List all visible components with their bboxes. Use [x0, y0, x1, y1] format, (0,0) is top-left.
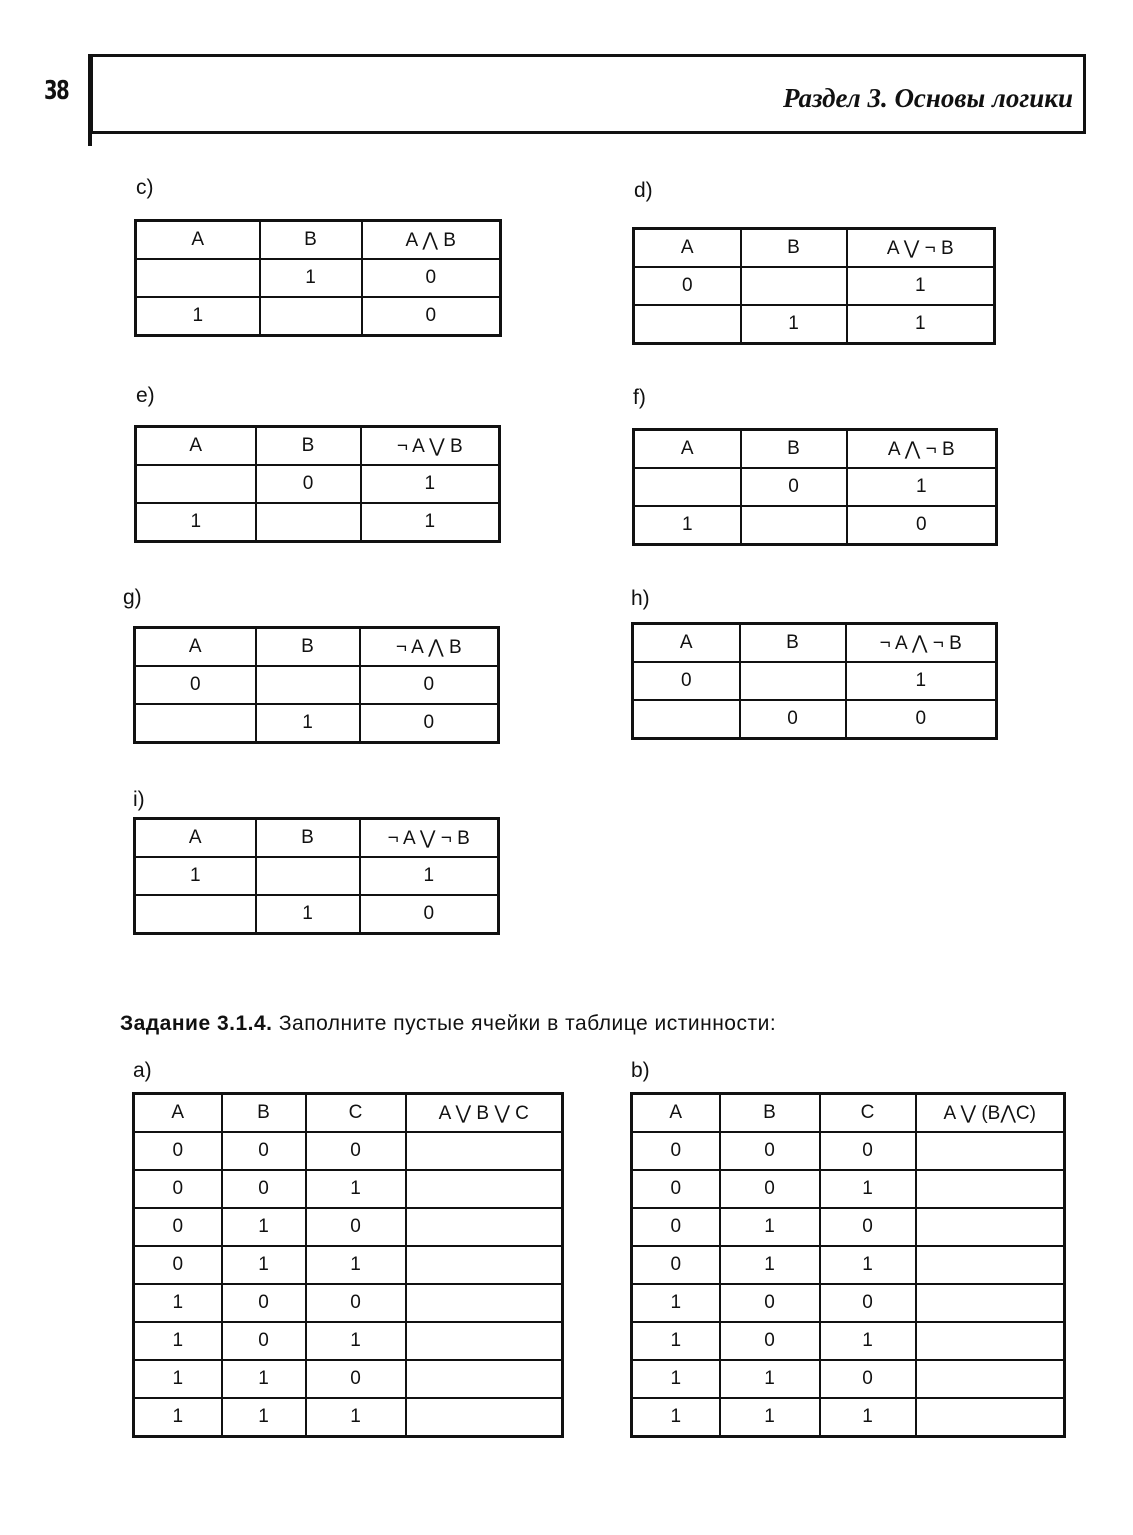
table-row	[632, 1170, 1065, 1208]
table-cell: 0	[306, 1132, 406, 1170]
answer-cell[interactable]	[916, 1132, 1065, 1170]
table-cell[interactable]	[634, 305, 741, 344]
table-cell: 0	[632, 1208, 720, 1246]
header-cell: A	[135, 628, 256, 667]
table-cell: 1	[134, 1360, 222, 1398]
table-cell: 0	[360, 704, 499, 743]
header-cell: A	[634, 430, 741, 469]
task-heading	[120, 1012, 776, 1036]
header-cell: ¬ A ⋁ ¬ B	[360, 819, 499, 858]
table-row	[632, 1360, 1065, 1398]
table-cell[interactable]: 0	[741, 468, 847, 506]
table-cell: 0	[134, 1170, 222, 1208]
table-cell: 1	[306, 1170, 406, 1208]
header-cell: C	[820, 1094, 916, 1133]
table-header-row	[135, 819, 499, 858]
header-cell: A ⋁ (B⋀C)	[916, 1094, 1065, 1133]
table-cell: 1	[222, 1398, 306, 1437]
table-cell: 0	[306, 1284, 406, 1322]
header-cell: ¬ A ⋀ B	[360, 628, 499, 667]
table-row	[134, 1132, 563, 1170]
section-title: Раздел 3. Основы логики	[782, 83, 1073, 113]
table-cell: 1	[134, 1322, 222, 1360]
table-row	[634, 267, 995, 305]
table-cell[interactable]	[256, 857, 360, 895]
answer-cell[interactable]	[916, 1208, 1065, 1246]
header-cell: ¬ A ⋀ ¬ B	[846, 624, 997, 663]
table-cell: 0	[362, 259, 501, 297]
task-text: Заполните пустые ячейки в таблице истинности:	[278, 1012, 777, 1035]
table-cell[interactable]	[136, 465, 256, 503]
table-row	[634, 506, 997, 545]
table-cell: 0	[134, 1246, 222, 1284]
table-cell[interactable]: 1	[741, 305, 847, 344]
table-cell: 0	[222, 1322, 306, 1360]
table-cell[interactable]: 1	[136, 503, 256, 542]
table-cell: 0	[306, 1208, 406, 1246]
answer-cell[interactable]	[406, 1398, 563, 1437]
table-b-label: b)	[631, 1059, 650, 1082]
table-cell: 0	[360, 895, 499, 934]
table-cell: 0	[632, 1246, 720, 1284]
header-cell: B	[740, 624, 846, 663]
truth-table-g	[133, 626, 500, 744]
table-cell[interactable]: 0	[634, 267, 741, 305]
table-cell: 0	[820, 1132, 916, 1170]
table-f-label: f)	[633, 386, 646, 409]
table-cell: 1	[361, 503, 500, 542]
table-row	[134, 1398, 563, 1437]
table-cell: 1	[720, 1246, 820, 1284]
table-cell: 0	[360, 666, 499, 704]
answer-cell[interactable]	[916, 1360, 1065, 1398]
table-row	[135, 704, 499, 743]
table-cell: 1	[222, 1360, 306, 1398]
table-cell: 1	[820, 1246, 916, 1284]
table-cell: 1	[361, 465, 500, 503]
table-a-label: a)	[133, 1059, 152, 1082]
table-cell: 1	[306, 1322, 406, 1360]
table-cell: 1	[847, 267, 995, 305]
table-cell: 0	[720, 1132, 820, 1170]
answer-cell[interactable]	[406, 1246, 563, 1284]
table-cell: 0	[362, 297, 501, 336]
table-cell: 1	[360, 857, 499, 895]
table-cell: 1	[306, 1398, 406, 1437]
table-cell[interactable]: 0	[633, 662, 740, 700]
table-row	[136, 297, 501, 336]
truth-table-e	[134, 425, 501, 543]
table-cell[interactable]	[633, 700, 740, 739]
table-cell[interactable]	[741, 267, 847, 305]
table-row	[632, 1284, 1065, 1322]
header-cell: A ⋀ ¬ B	[847, 430, 997, 469]
table-header-row	[632, 1094, 1065, 1133]
answer-cell[interactable]	[916, 1246, 1065, 1284]
table-cell: 1	[632, 1360, 720, 1398]
table-cell: 0	[846, 700, 997, 739]
header-cell: B	[260, 221, 362, 260]
header-cell: A	[136, 427, 256, 466]
table-cell: 1	[222, 1246, 306, 1284]
table-cell: 0	[134, 1132, 222, 1170]
answer-cell[interactable]	[406, 1132, 563, 1170]
task-number: Задание 3.1.4.	[120, 1012, 273, 1035]
answer-cell[interactable]	[406, 1208, 563, 1246]
table-cell[interactable]: 1	[256, 895, 360, 934]
table-d-label: d)	[634, 179, 653, 202]
table-header-row	[135, 628, 499, 667]
table-cell: 0	[222, 1284, 306, 1322]
table-cell: 0	[222, 1170, 306, 1208]
truth-table-a	[132, 1092, 564, 1438]
table-cell: 0	[820, 1284, 916, 1322]
table-row	[134, 1170, 563, 1208]
table-cell: 0	[820, 1360, 916, 1398]
table-cell: 0	[847, 506, 997, 545]
table-row	[134, 1208, 563, 1246]
header-cell: A ⋁ ¬ B	[847, 229, 995, 268]
table-cell[interactable]: 0	[135, 666, 256, 704]
table-row	[136, 259, 501, 297]
table-row	[632, 1208, 1065, 1246]
answer-cell[interactable]	[406, 1322, 563, 1360]
table-cell[interactable]: 1	[260, 259, 362, 297]
header-cell: ¬ A ⋁ B	[361, 427, 500, 466]
table-cell: 1	[820, 1398, 916, 1437]
table-row	[632, 1246, 1065, 1284]
header-cell: B	[720, 1094, 820, 1133]
truth-table-d	[632, 227, 996, 345]
table-cell: 1	[134, 1284, 222, 1322]
table-header-row	[136, 221, 501, 260]
table-cell[interactable]: 0	[740, 700, 846, 739]
header-cell: C	[306, 1094, 406, 1133]
truth-table-b	[630, 1092, 1066, 1438]
truth-table-i	[133, 817, 500, 935]
table-cell: 0	[720, 1322, 820, 1360]
table-cell: 1	[632, 1284, 720, 1322]
table-cell[interactable]	[136, 259, 260, 297]
table-cell: 1	[820, 1322, 916, 1360]
answer-cell[interactable]	[916, 1170, 1065, 1208]
table-g-label: g)	[123, 586, 142, 609]
truth-table-h	[631, 622, 998, 740]
table-cell: 1	[820, 1170, 916, 1208]
header-cell: B	[222, 1094, 306, 1133]
table-row	[134, 1322, 563, 1360]
table-cell: 0	[720, 1170, 820, 1208]
table-cell[interactable]	[135, 895, 256, 934]
truth-table-f	[632, 428, 998, 546]
section-header	[88, 54, 1086, 134]
table-cell: 1	[720, 1360, 820, 1398]
table-row	[634, 305, 995, 344]
table-c-label: c)	[136, 176, 154, 199]
table-cell: 0	[306, 1360, 406, 1398]
table-i-label: i)	[133, 788, 145, 811]
header-cell: A	[135, 819, 256, 858]
header-cell: A ⋁ B ⋁ C	[406, 1094, 563, 1133]
header-cell: A	[134, 1094, 222, 1133]
answer-cell[interactable]	[916, 1398, 1065, 1437]
header-cell: A	[633, 624, 740, 663]
table-cell: 1	[847, 305, 995, 344]
table-cell: 1	[720, 1208, 820, 1246]
table-header-row	[134, 1094, 563, 1133]
table-cell: 0	[820, 1208, 916, 1246]
table-row	[632, 1398, 1065, 1437]
header-cell: B	[741, 430, 847, 469]
table-cell[interactable]: 0	[256, 465, 361, 503]
table-row	[135, 666, 499, 704]
table-header-row	[136, 427, 500, 466]
table-row	[135, 857, 499, 895]
header-divider	[88, 128, 92, 146]
table-cell[interactable]: 1	[634, 506, 741, 545]
table-row	[633, 700, 997, 739]
table-cell: 1	[222, 1208, 306, 1246]
header-cell: A	[632, 1094, 720, 1133]
table-e-label: e)	[136, 384, 155, 407]
table-cell[interactable]	[634, 468, 741, 506]
table-cell: 1	[847, 468, 997, 506]
table-row	[632, 1322, 1065, 1360]
table-header-row	[634, 430, 997, 469]
table-cell[interactable]: 1	[136, 297, 260, 336]
page-number: 38	[44, 76, 69, 106]
answer-cell[interactable]	[916, 1322, 1065, 1360]
table-row	[634, 468, 997, 506]
header-cell: A	[136, 221, 260, 260]
table-cell[interactable]: 1	[135, 857, 256, 895]
table-cell: 0	[720, 1284, 820, 1322]
table-cell: 1	[632, 1322, 720, 1360]
header-cell: A ⋀ B	[362, 221, 501, 260]
table-header-row	[633, 624, 997, 663]
answer-cell[interactable]	[406, 1360, 563, 1398]
header-cell: A	[634, 229, 741, 268]
table-cell: 0	[632, 1170, 720, 1208]
table-cell[interactable]	[256, 503, 361, 542]
table-cell[interactable]	[740, 662, 846, 700]
header-cell: B	[256, 819, 360, 858]
table-header-row	[634, 229, 995, 268]
table-cell: 1	[134, 1398, 222, 1437]
table-cell: 1	[632, 1398, 720, 1437]
table-cell: 0	[222, 1132, 306, 1170]
table-cell[interactable]	[135, 704, 256, 743]
table-cell[interactable]: 1	[256, 704, 360, 743]
table-row	[134, 1284, 563, 1322]
table-row	[134, 1246, 563, 1284]
table-cell: 1	[306, 1246, 406, 1284]
table-cell[interactable]	[256, 666, 360, 704]
header-cell: B	[741, 229, 847, 268]
table-row	[136, 465, 500, 503]
table-cell[interactable]	[260, 297, 362, 336]
table-cell: 0	[632, 1132, 720, 1170]
table-cell: 0	[134, 1208, 222, 1246]
table-row	[633, 662, 997, 700]
table-cell[interactable]	[741, 506, 847, 545]
answer-cell[interactable]	[406, 1170, 563, 1208]
table-row	[632, 1132, 1065, 1170]
table-row	[136, 503, 500, 542]
table-h-label: h)	[631, 587, 650, 610]
header-cell: B	[256, 628, 360, 667]
table-cell: 1	[720, 1398, 820, 1437]
answer-cell[interactable]	[406, 1284, 563, 1322]
table-cell: 1	[846, 662, 997, 700]
answer-cell[interactable]	[916, 1284, 1065, 1322]
header-cell: B	[256, 427, 361, 466]
table-row	[134, 1360, 563, 1398]
table-row	[135, 895, 499, 934]
truth-table-c	[134, 219, 502, 337]
